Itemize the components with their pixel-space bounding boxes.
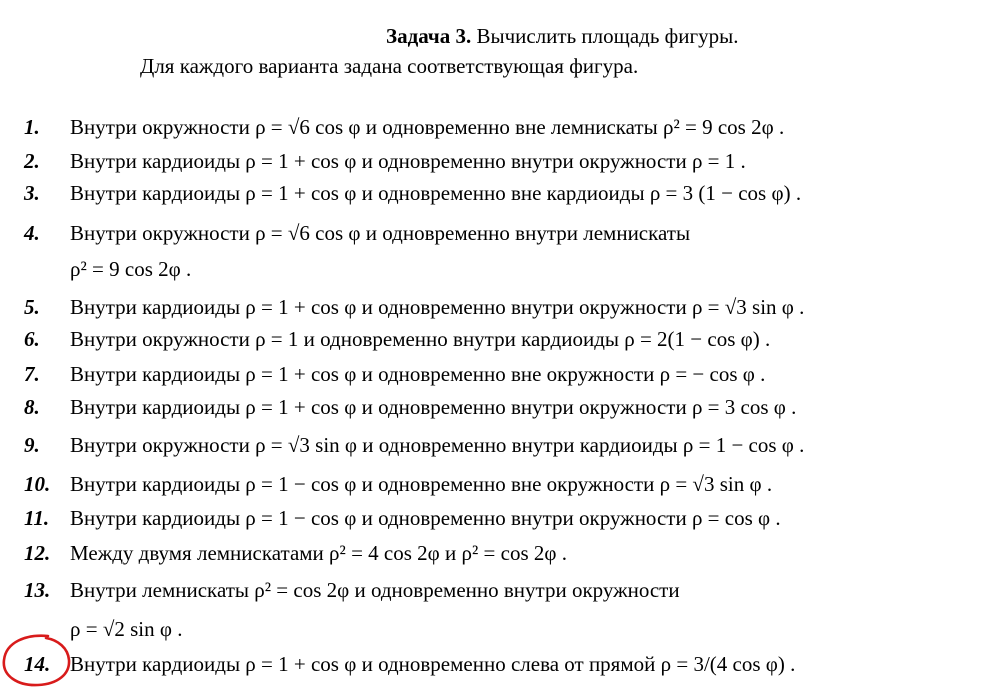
item-number: 9. [24,433,40,457]
item-number: 2. [24,149,40,173]
task-title-label: Задача 3. [386,24,472,48]
item-number: 5. [24,295,40,319]
item-text: Внутри окружности ρ = √6 cos φ и одновременно вне лемнискаты ρ² = 9 cos 2φ . [70,115,785,139]
task-title [386,24,738,49]
item-number: 14. [24,652,51,676]
task-subtitle: Для каждого варианта задана соответствующая фигура. [140,54,639,78]
item-text: Внутри окружности ρ = √3 sin φ и одновременно внутри кардиоиды ρ = 1 − cos φ . [70,433,805,457]
item-number: 12. [24,541,51,565]
item-text: Внутри лемнискаты ρ² = cos 2φ и одновременно внутри окружности [70,578,680,602]
list-item [24,505,781,531]
list-item [24,148,746,174]
item-text: Между двумя лемнискатами ρ² = 4 cos 2φ и ρ² = cos 2φ . [70,541,567,565]
hand-drawn-circle-icon [0,632,74,688]
item-text: Внутри окружности ρ = √6 cos φ и одновременно внутри лемнискаты [70,221,691,245]
item-number: 8. [24,395,40,419]
list-item [24,471,772,497]
task-title-text: Вычислить площадь фигуры. [476,24,739,48]
list-item [24,180,801,206]
item-text: Внутри кардиоиды ρ = 1 + cos φ и одновременно внутри окружности ρ = 3 cos φ . [70,395,797,419]
item-text: Внутри кардиоиды ρ = 1 − cos φ и одновременно вне окружности ρ = √3 sin φ . [70,472,773,496]
list-item [24,577,680,603]
list-item [24,432,804,458]
list-item [24,540,567,566]
item-text: Внутри окружности ρ = 1 и одновременно внутри кардиоиды ρ = 2(1 − cos φ) . [70,327,771,351]
item-number: 1. [24,115,40,139]
item-text: Внутри кардиоиды ρ = 1 − cos φ и одновременно внутри окружности ρ = cos φ . [70,506,781,530]
list-item [24,114,784,140]
list-item [24,394,796,420]
item-number: 3. [24,181,40,205]
item-number: 10. [24,472,51,496]
item-text: Внутри кардиоиды ρ = 1 + cos φ и одновременно внутри окружности ρ = 1 . [70,149,746,173]
item-continuation: ρ² = 9 cos 2φ . [70,257,192,281]
list-item [24,651,795,677]
item-text: Внутри кардиоиды ρ = 1 + cos φ и одновременно слева от прямой ρ = 3/(4 cos φ) . [70,652,796,676]
item-continuation: ρ = √2 sin φ . [70,617,183,641]
list-item [24,220,690,246]
item-text: Внутри кардиоиды ρ = 1 + cos φ и одновременно вне окружности ρ = − cos φ . [70,362,766,386]
item-text: Внутри кардиоиды ρ = 1 + cos φ и одновременно внутри окружности ρ = √3 sin φ . [70,295,805,319]
item-number: 11. [24,506,50,530]
item-number: 13. [24,578,51,602]
item-number: 6. [24,327,40,351]
list-item [24,326,770,352]
list-item [24,361,765,387]
item-text: Внутри кардиоиды ρ = 1 + cos φ и одновременно вне кардиоиды ρ = 3 (1 − cos φ) . [70,181,802,205]
item-number: 7. [24,362,40,386]
item-number: 4. [24,221,40,245]
list-item [24,294,804,320]
